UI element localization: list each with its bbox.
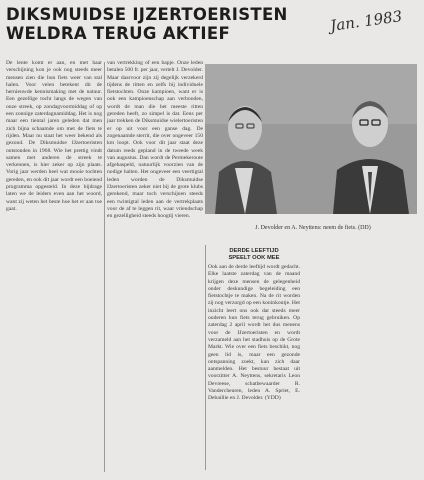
headline-line-1: DIKSMUIDSE IJZERTOERISTEN (6, 5, 288, 24)
column-divider (104, 62, 105, 472)
body-text: van vertrekking of een bapje. Onze leden betalen 500 fr. per jaar, vertelt J. Devolder. Maar daarvoor zijn zij degelijk verzekerd tijdens de ritten en zelfs bij individuele fietstochten. Onze kampioen, want er is ook een kampioenschap aan verbonden, wordt de man die het meeste ritten gereden heeft, zo simpel is dat. Eens per jaar trekken de Diksmuidse wielertoeristen er op uit voor een ganse dag. De zogenaamde sterrit, die over ongeveer 150 km loopt. Ook voor dit jaar staat deze datum reeds gepland in de tweede week van augustus. Dan wordt de Permekeroute afgehaspeld, natuurlijk voorzien van de nodige halten. Het ongeveer een veertigtal leden worden de Diksmuidse IJzertoeristen zeker niet bij de grote klubs gerekend, maar toch verschijnen steeds een twintigtal leden aan de vertrekplaats voor de af te leggen rit, waar vriendschap en gezelligheid steeds hoogtij vieren. (107, 60, 203, 220)
portrait-photo (205, 64, 417, 214)
photo-caption: J. Devolder en A. Neyttens: neem de fiets. (DD) (255, 225, 371, 231)
body-column-2 (107, 60, 203, 476)
headline-line-2: WELDRA TERUG AKTIEF (6, 24, 231, 43)
headline (6, 5, 386, 43)
body-text: Ook aan de derde leeftijd wordt gedacht. Elke laatste zaterdag van de maand krijgen deze mensen de gelegenheid onder deskundige begeleiding een fietstochtje te maken. Na de rit worden zij nog verzorgd op een koninkontje. Het inzicht leert ons ook dat steeds meer ouderen hun fiets terug gebruiken. Op zaterdag 2 april wordt het dus menens voor de IJzertoeristen en wordt verzameld aan het stadhuis op de Grote Markt. Wie over een fiets beschikt, nog geen lid is, maar een gezonde ontspanning zoekt, kan zich daar aanmelden. Het bestuur bestaat uit voorzitter A. Neyttens, sekretaris Leon Devreese, schatbewaarder R. Vandercheuren, leden A. Spriet, E. Debaillie en J. Devolder. (YDD) (208, 264, 300, 402)
column-divider (205, 245, 206, 470)
handwritten-date: Jan. 1983 (329, 7, 404, 35)
subheading (208, 248, 300, 262)
subheading-line-1: DERDE LEEFTIJD (229, 248, 279, 254)
photo-image (205, 64, 417, 214)
subheading-line-2: SPEELT OOK MEE (228, 255, 280, 261)
body-column-3 (208, 264, 300, 469)
body-column-1 (6, 60, 102, 476)
body-text: De lente komt er aan, en met haar verschijning kon je ook nog steeds meer mensen zien die hun fiets weer van stal halen. Voor velen betekent dit de hernieuwde kennismaking met de natuur. Een gezellige tocht langs de wegen van onze streek, op zondagvoormiddag of op een zonnige zaterdagnamiddag. Het is nog maar een tiental jaren geleden dat men zich bijna schaamde om met de fiets te rijden. Maar nu staat het weer bekend als gezond. De Diksmuidse IJzertoeristen ontstonden in 1968. Wie het prettig vindt samen met anderen de streek te verkennen, is hier zeker op zijn plaats. Vorig jaar werden heel wat mooie tochten gereden, en ook dit jaar wordt een boeiend programma opgesteld. In deze bijdrage laten we de leiders even aan het woord, want zij weten het beste hoe het er aan toe gaat. (6, 60, 102, 212)
